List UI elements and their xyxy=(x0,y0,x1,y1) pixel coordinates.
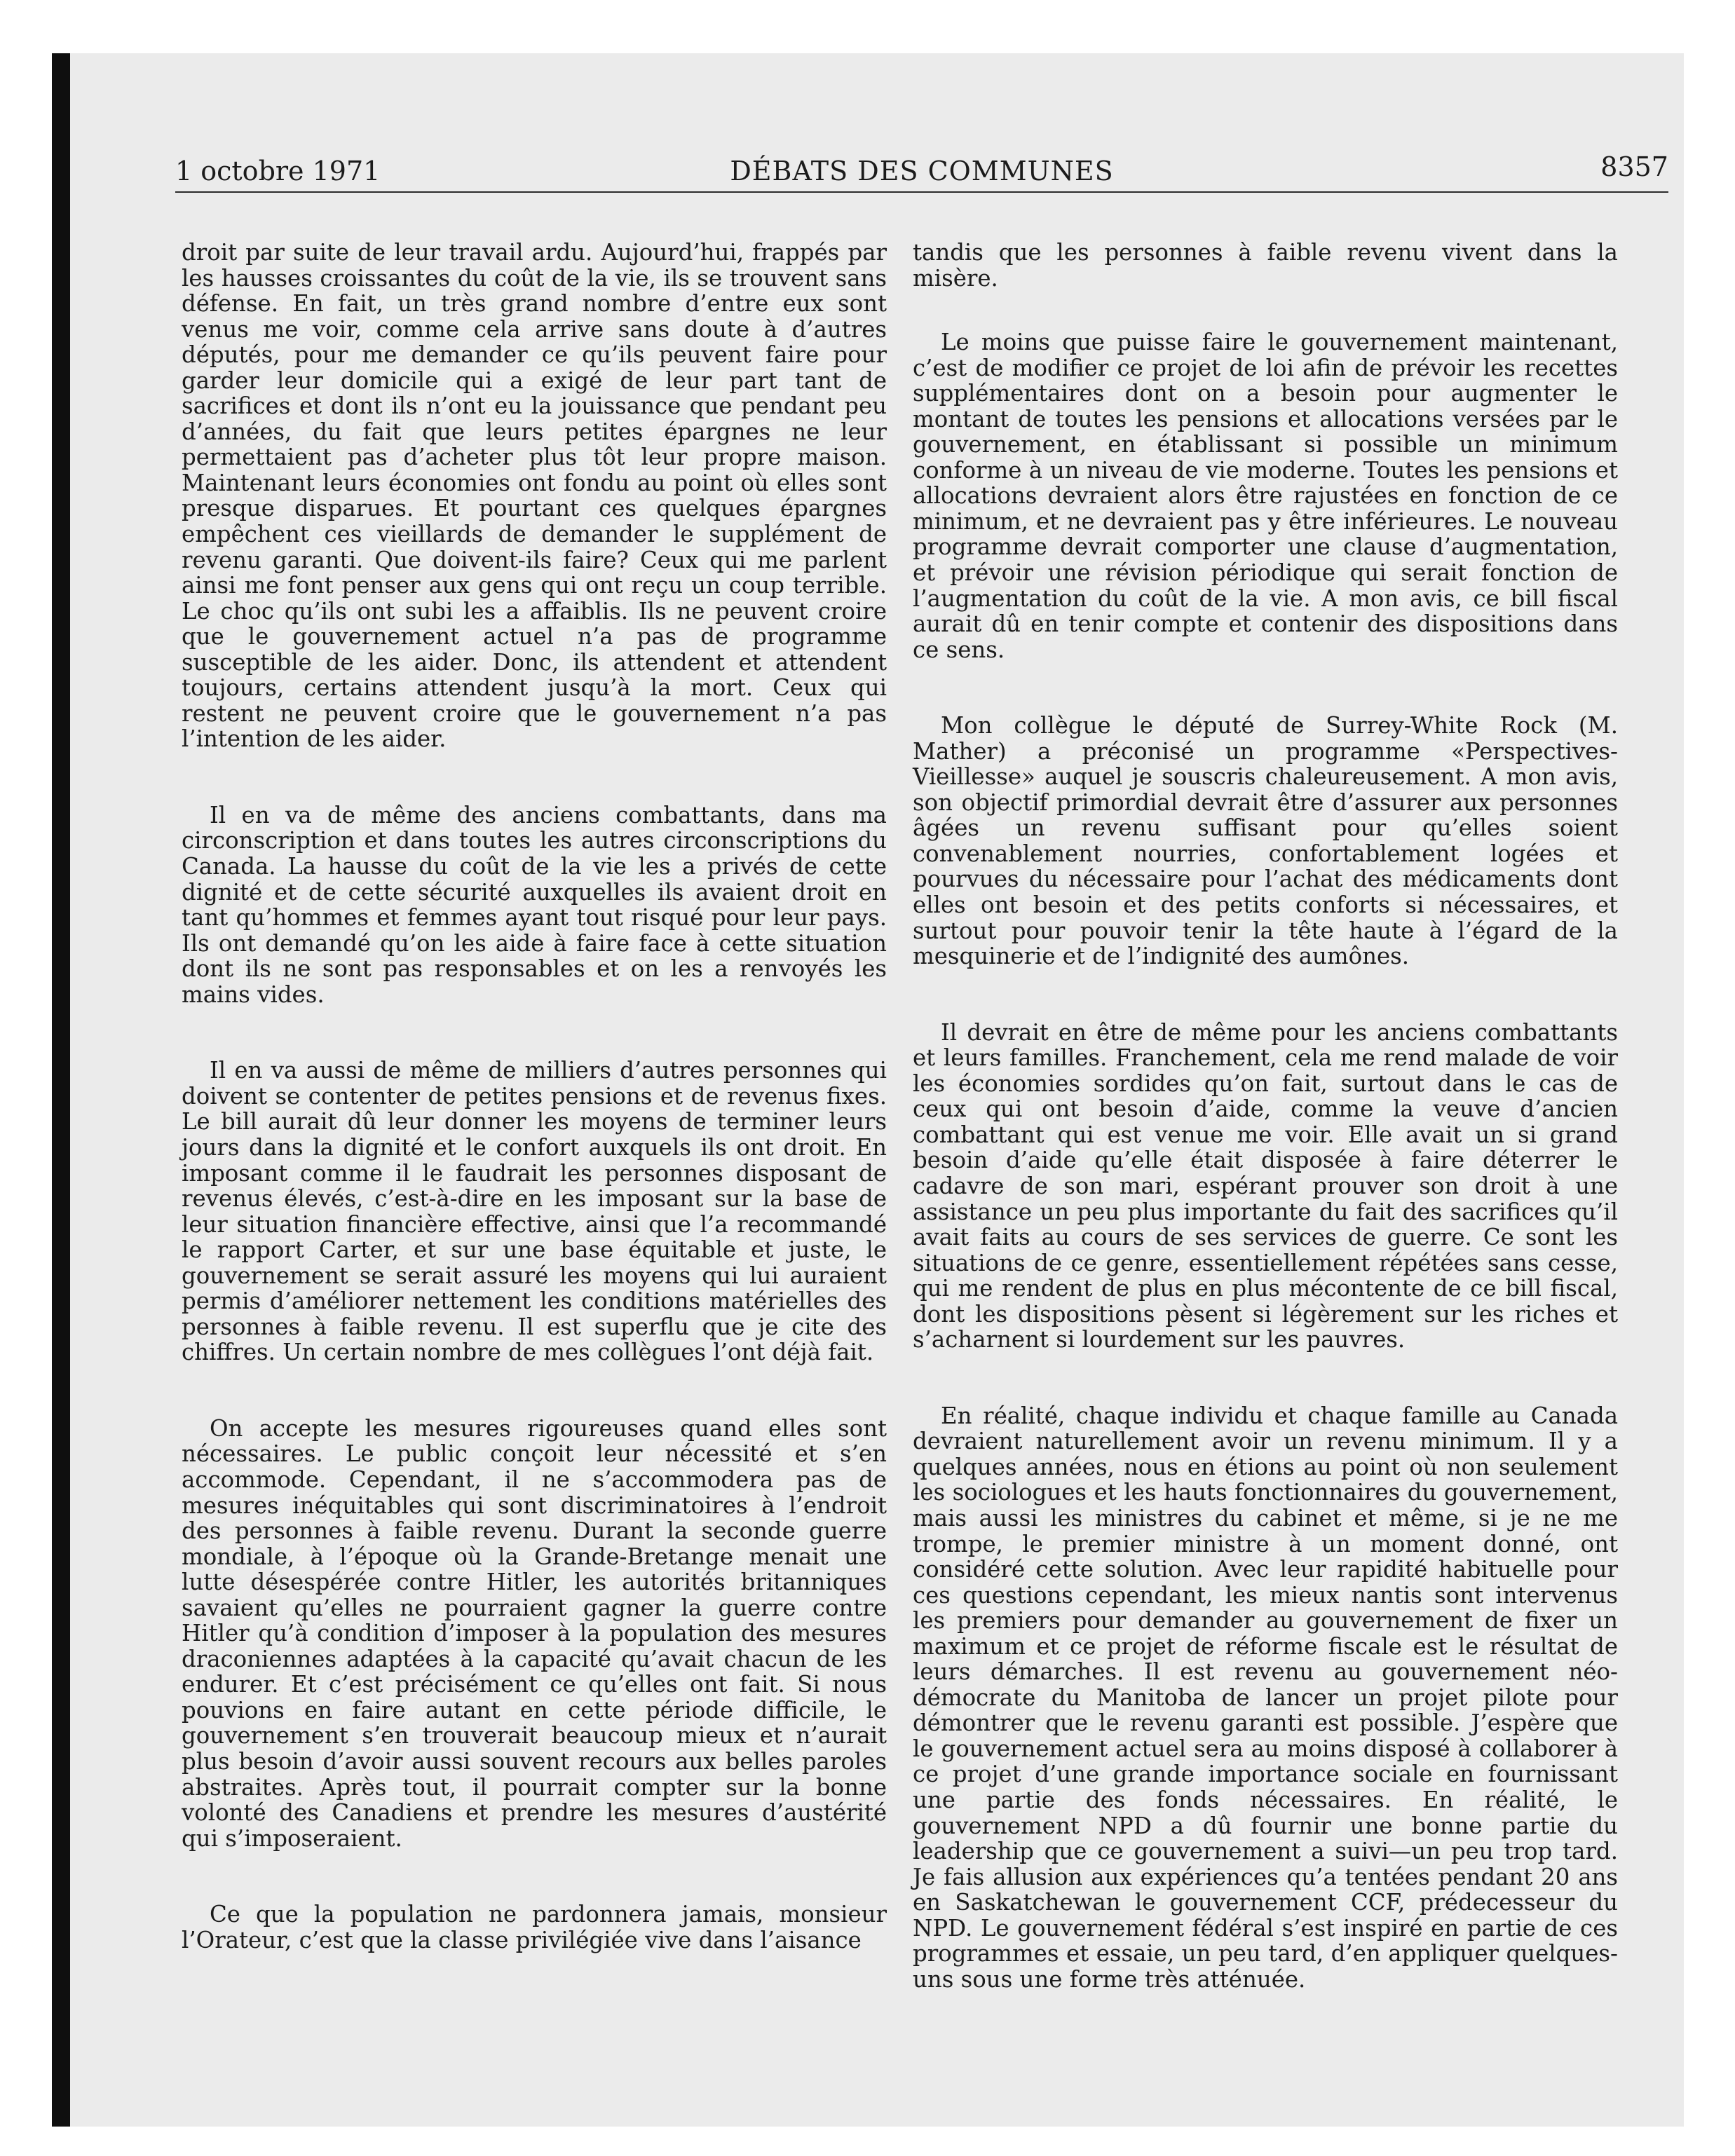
header-date: 1 octobre 1971 xyxy=(175,156,381,186)
header-title: DÉBATS DES COMMUNES xyxy=(730,156,1114,186)
scanned-page xyxy=(52,53,1684,2127)
paragraph: En réalité, chaque individu et chaque famille au Canada devraient naturellement avoir un revenu minimum. Il y a quelques années, nous en étions au point où non seulement les sociologues et les hauts fonctionnaires du gouvernement, mais aussi les ministres du cabinet et même, si je ne me trompe, le premier ministre à un moment donné, ont considéré cette solution. Avec leur rapidité habituelle pour ces questions cependant, les mieux nantis sont intervenus les premiers pour demander au gouvernement de fixer un maximum et ce projet de réforme fiscale est le résultat de leurs démarches. Il est revenu au gouvernement néo-démocrate du Manitoba de lancer un projet pilote pour démontrer que le revenu garanti est possible. J’espère que le gouvernement actuel sera au moins disposé à collaborer à ce projet d’une grande importance sociale en fournissant une partie des fonds nécessaires. En réalité, le gouvernement NPD a dû fournir une bonne partie du leadership que ce gouvernement a suivi—un peu trop tard. Je fais allusion aux expériences qu’a tentées pendant 20 ans en Saskatchewan le gouvernement CCF, prédecesseur du NPD. Le gouvernement fédéral s’est inspiré en partie de ces programmes et essaie, un peu tard, d’en appliquer quelques-uns sous une forme très atténuée. xyxy=(913,1402,1618,1993)
binding-shadow xyxy=(52,53,70,2127)
paragraph: droit par suite de leur travail ardu. Aujourd’hui, frappés par les hausses croissantes du coût de la vie, ils se trouvent sans défense. En fait, un très grand nombre d’entre eux sont venus me voir, comme cela arrive sans doute à d’autres députés, pour me demander ce qu’ils peuvent faire pour garder leur domicile qui a exigé de leur part tant de sacrifices et dont ils n’ont eu la jouissance que pendant peu d’années, du fait que leurs petites épargnes ne leur permettaient pas d’acheter plus tôt leur propre maison. Maintenant leurs économies ont fondu au point où elles sont presque disparues. Et pourtant ces quelques épargnes empêchent ces vieillards de demander le supplément de revenu garanti. Que doivent-ils faire? Ceux qui me parlent ainsi me font penser aux gens qui ont reçu un coup terrible. Le choc qu’ils ont subi les a affaiblis. Ils ne peuvent croire que le gouvernement actuel n’a pas de programme susceptible de les aider. Donc, ils attendent et attendent toujours, certains attendent jusqu’à la mort. Ceux qui restent ne peuvent croire que le gouvernement n’a pas l’intention de les aider. xyxy=(182,239,887,753)
paragraph: On accepte les mesures rigoureuses quand elles sont nécessaires. Le public conçoit leur nécessité et s’en accommode. Cependant, il ne s’accommodera pas de mesures inéquitables qui sont discriminatoires à l’endroit des personnes à faible revenu. Durant la seconde guerre mondiale, à l’époque où la Grande-Bretange menait une lutte désespérée contre Hitler, les autorités britanniques savaient qu’elles ne pourraient gagner la guerre contre Hitler qu’à condition d’imposer à la population des mesures draconiennes adaptées à la capacité qu’avait chacun de les endurer. Et c’est précisément ce qu’elles ont fait. Si nous pouvions en faire autant en cette période difficile, le gouvernement s’en trouverait beaucoup mieux et n’aurait plus besoin d’avoir aussi souvent recours aux belles paroles abstraites. Après tout, il pourrait compter sur la bonne volonté des Canadiens et prendre les mesures d’austérité qui s’imposeraient. xyxy=(182,1414,887,1852)
paragraph: Mon collègue le député de Surrey-White Rock (M. Mather) a préconisé un programme «Perspectives-Vieillesse» auquel je souscris chaleureusement. A mon avis, son objectif primordial devrait être d’assurer aux personnes âgées un revenu suffisant pour qu’elles soient convenablement nourries, confortablement logées et pourvues du nécessaire pour l’achat des médicaments dont elles ont besoin et des petits conforts si nécessaires, et surtout pour pouvoir tenir la tête haute à l’égard de la mesquinerie et de l’indignité des aumônes. xyxy=(913,712,1618,970)
right-column xyxy=(913,240,1618,1992)
paragraph: Le moins que puisse faire le gouvernement maintenant, c’est de modifier ce projet de loi afin de prévoir les recettes supplémentaires dont on a besoin pour augmenter le montant de toutes les pensions et allocations versées par le gouvernement, en établissant si possible un minimum conforme à un niveau de vie moderne. Toutes les pensions et allocations devraient alors être rajustées en fonction de ce minimum, et ne devraient pas y être inférieures. Le nouveau programme devrait comporter une clause d’augmentation, et prévoir une révision périodique qui serait fonction de l’augmentation du coût de la vie. A mon avis, ce bill fiscal aurait dû en tenir compte et contenir des dispositions dans ce sens. xyxy=(913,329,1618,663)
page-number: 8357 xyxy=(1600,151,1668,182)
running-header xyxy=(175,151,1668,193)
left-column xyxy=(182,240,887,1953)
paragraph: Ce que la population ne pardonnera jamais, monsieur l’Orateur, c’est que la classe privilégiée vive dans l’aisance xyxy=(182,1901,887,1953)
paragraph: Il en va de même des anciens combattants, dans ma circonscription et dans toutes les autres circonscriptions du Canada. La hausse du coût de la vie les a privés de cette dignité et de cette sécurité auxquelles ils avaient droit en tant qu’hommes et femmes ayant tout risqué pour leur pays. Ils ont demandé qu’on les aide à faire face à cette situation dont ils ne sont pas responsables et on les a renvoyés les mains vides. xyxy=(182,801,887,1008)
paragraph: Il devrait en être de même pour les anciens combattants et leurs familles. Franchement, cela me rend malade de voir les économies sordides qu’on fait, surtout dans le cas de ceux qui ont besoin d’aide, comme la veuve d’ancien combattant qui est venue me voir. Elle avait un si grand besoin d’aide qu’elle était disposée à faire déterrer le cadavre de son mari, espérant prouver son droit à une assistance un peu plus importante du fait des sacrifices qu’il avait faits au cours de ses services de guerre. Ce sont les situations de ce genre, essentiellement répétées sans cesse, qui me rendent de plus en plus mécontente de ce bill fiscal, dont les dispositions pèsent si légèrement sur les riches et s’acharnent si lourdement sur les pauvres. xyxy=(913,1018,1618,1353)
paragraph: tandis que les personnes à faible revenu vivent dans la misère. xyxy=(913,239,1618,292)
paragraph: Il en va aussi de même de milliers d’autres personnes qui doivent se contenter de petites pensions et de revenus fixes. Le bill aurait dû leur donner les moyens de terminer leurs jours dans la dignité et le confort auxquels ils ont droit. En imposant comme il le faudrait les personnes disposant de revenus élevés, c’est-à-dire en les imposant sur la base de leur situation financière effective, ainsi que l’a recommandé le rapport Carter, et sur une base équitable et juste, le gouvernement se serait assuré les moyens qui lui auraient permis d’améliorer nettement les conditions matérielles des personnes à faible revenu. Il est superflu que je cite des chiffres. Un certain nombre de mes collègues l’ont déjà fait. xyxy=(182,1057,887,1366)
